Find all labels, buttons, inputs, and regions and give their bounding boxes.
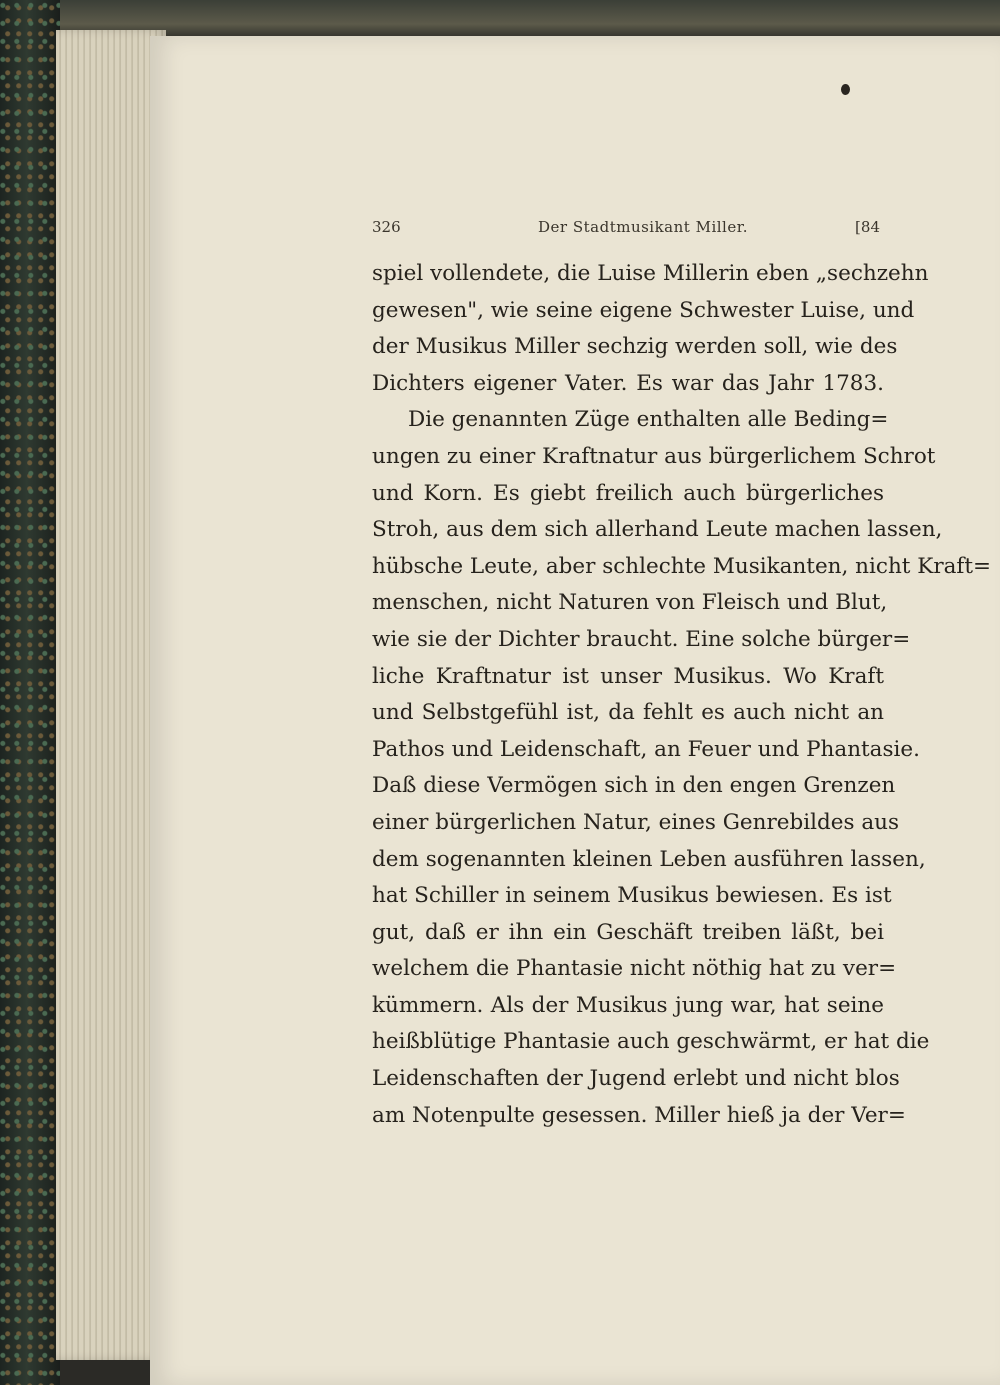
text-line: liche Kraftnatur ist unser Musikus. Wo Kraft: [372, 663, 884, 689]
text-line: der Musikus Miller sechzig werden soll, wie des: [372, 334, 898, 360]
running-header: [372, 218, 880, 244]
book-cover: [0, 0, 60, 1385]
signature-mark: [84: [855, 218, 880, 236]
text-line: heißblütige Phantasie auch geschwärmt, er hat die: [372, 1029, 930, 1055]
text-line: Daß diese Vermögen sich in den engen Grenzen: [372, 773, 896, 799]
text-line: kümmern. Als der Musikus jung war, hat seine: [372, 992, 884, 1018]
text-line: Die genannten Züge enthalten alle Beding=: [408, 407, 889, 433]
text-line: hat Schiller in seinem Musikus bewiesen. Es ist: [372, 883, 892, 909]
page-number: 326: [372, 218, 401, 236]
text-line: Leidenschaften der Jugend erlebt und nicht blos: [372, 1066, 900, 1092]
ink-spot: [841, 84, 850, 95]
running-title: Der Stadtmusikant Miller.: [538, 218, 749, 236]
text-line: gut, daß er ihn ein Geschäft treiben läßt, bei: [372, 919, 884, 945]
body-text: [372, 256, 992, 1134]
text-line: gewesen", wie seine eigene Schwester Luise, und: [372, 297, 915, 323]
text-line: Dichters eigener Vater. Es war das Jahr 1783.: [372, 370, 884, 396]
text-line: hübsche Leute, aber schlechte Musikanten, nicht Kraft=: [372, 553, 992, 579]
text-line: und Korn. Es giebt freilich auch bürgerliches: [372, 480, 884, 506]
text-line: und Selbstgefühl ist, da fehlt es auch nicht an: [372, 700, 884, 726]
text-line: Stroh, aus dem sich allerhand Leute machen lassen,: [372, 517, 943, 543]
text-line: ungen zu einer Kraftnatur aus bürgerlichem Schrot: [372, 443, 936, 469]
text-line: spiel vollendete, die Luise Millerin eben „sechzehn: [372, 261, 929, 286]
text-line: einer bürgerlichen Natur, eines Genrebildes aus: [372, 809, 900, 835]
text-line: Pathos und Leidenschaft, an Feuer und Phantasie.: [372, 736, 920, 762]
text-line: wie sie der Dichter braucht. Eine solche bürger=: [372, 626, 911, 652]
text-line: am Notenpulte gesessen. Miller hieß ja der Ver=: [372, 1102, 906, 1128]
text-line: dem sogenannten kleinen Leben ausführen lassen,: [372, 846, 926, 872]
text-line: menschen, nicht Naturen von Fleisch und Blut,: [372, 590, 888, 616]
text-line: welchem die Phantasie nicht nöthig hat zu ver=: [372, 956, 897, 982]
